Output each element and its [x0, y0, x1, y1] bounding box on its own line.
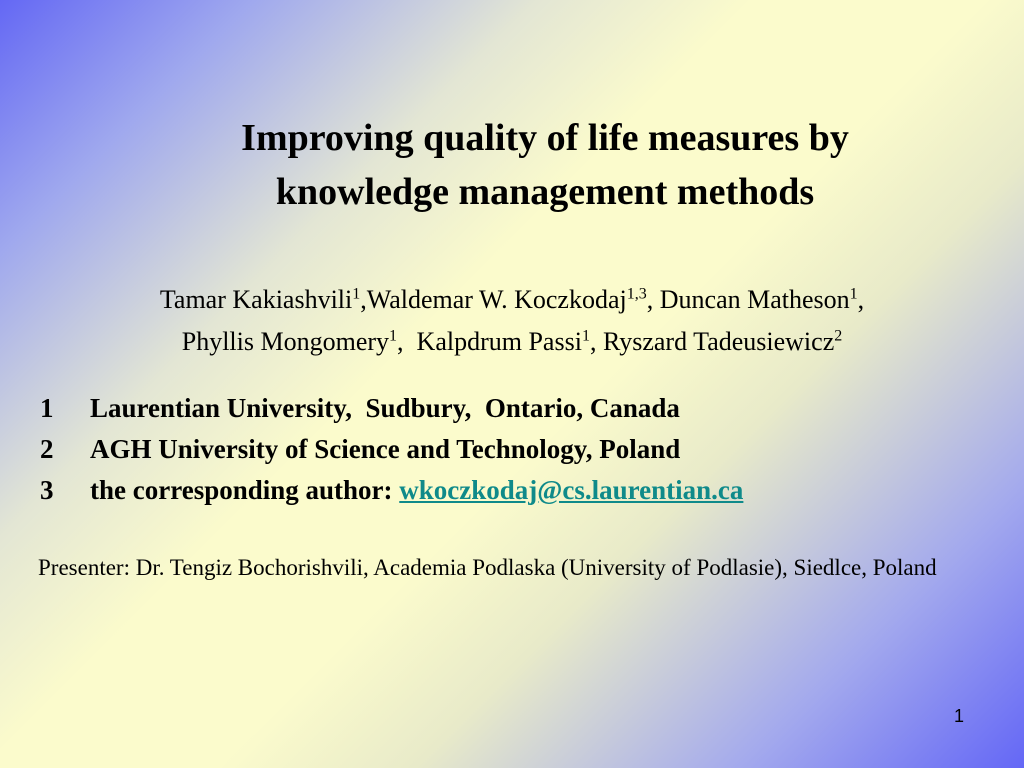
author-separator: , — [397, 327, 417, 356]
slide-title-line-1: Improving quality of life measures by — [241, 117, 849, 159]
slide-number: 1 — [953, 706, 964, 726]
affiliation-number: 1 — [40, 393, 54, 423]
author-affiliation-mark: 1 — [389, 327, 398, 345]
author-line-1 — [0, 279, 1024, 321]
author-affiliation-mark: 1 — [849, 285, 858, 303]
author-list — [0, 279, 1024, 363]
author-separator: , — [360, 285, 367, 314]
author-affiliation-mark: 1,3 — [626, 285, 647, 303]
affiliation-text: the corresponding author: — [90, 475, 400, 505]
author-name: Waldemar W. Koczkodaj — [366, 285, 627, 314]
author-affiliation-mark: 1 — [581, 327, 590, 345]
slide-title-line-2: knowledge management methods — [275, 171, 815, 213]
affiliation-item — [40, 429, 1000, 470]
author-line-2 — [0, 321, 1024, 363]
author-separator: , — [646, 285, 660, 314]
author-name: Kalpdrum Passi — [416, 327, 582, 356]
affiliation-list — [40, 388, 1000, 511]
author-name: Phyllis Mongomery — [181, 327, 390, 356]
affiliation-text: Laurentian University, Sudbury, Ontario, Canada — [90, 393, 680, 423]
affiliation-number: 2 — [40, 434, 54, 464]
author-name: Tamar Kakiashvili — [159, 285, 353, 314]
author-separator: , — [589, 327, 603, 356]
corresponding-author-email-link[interactable]: wkoczkodaj@cs.laurentian.ca — [399, 475, 744, 505]
author-affiliation-mark: 1 — [352, 285, 361, 303]
affiliation-text: AGH University of Science and Technology, Poland — [90, 434, 681, 464]
presenter-info: Presenter: Dr. Tengiz Bochorishvili, Academia Podlaska (University of Podlasie), Siedlce, Poland — [38, 555, 937, 580]
affiliation-item — [40, 470, 1000, 511]
author-name: Ryszard Tadeusiewicz — [602, 327, 835, 356]
affiliation-number: 3 — [40, 475, 54, 505]
author-separator: , — [857, 285, 865, 314]
slide-title — [150, 111, 940, 219]
author-name: Duncan Matheson — [659, 285, 850, 314]
affiliation-item — [40, 388, 1000, 429]
author-affiliation-mark: 2 — [834, 327, 843, 345]
